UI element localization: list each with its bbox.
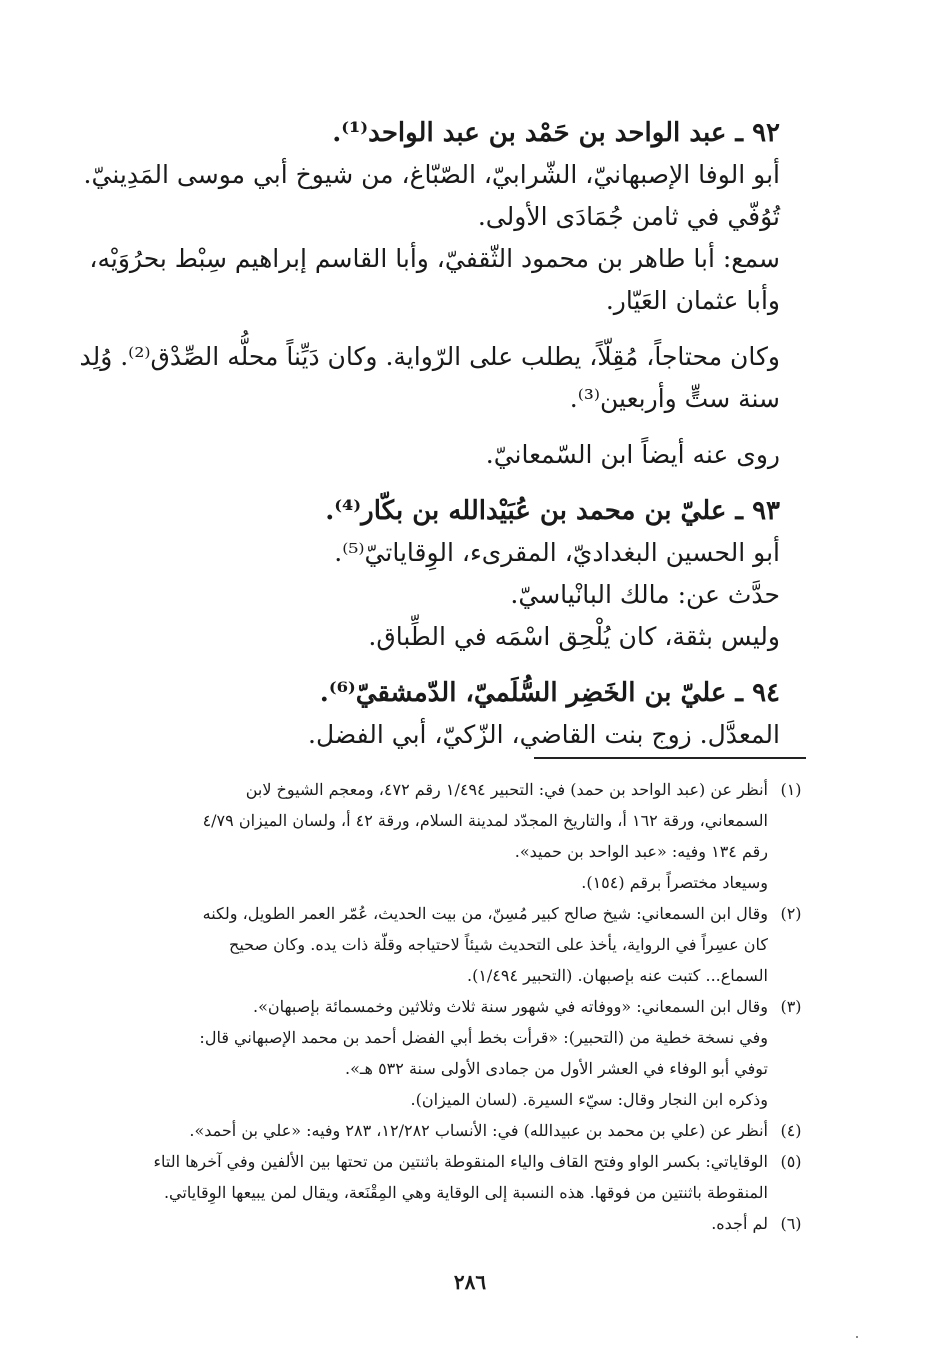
footnote-number: (٦) [780,1214,802,1233]
entry-94-heading: ٩٤ ـ عليّ بن الخَضِر السُّلَميّ، الدّمشقيّ⁽⁶⁾. [319,678,780,708]
entry-92-line: سمع: أبا طاهر بن محمود الثّقفيّ، وأبا القاسم إبراهيم سِبْط بحرُوَيْه، [89,244,780,273]
footnote-line: كان عسِراً في الرواية، يأخذ على التحديث شيئاً لاحتياجه وقلّة ذات يده. وكان صحيح [229,935,768,954]
main-text [79,112,780,756]
footnote [114,1115,814,1146]
entry-93-line: أبو الحسين البغداديّ، المقرىء، الوِقاياتيّ⁽⁵⁾. [334,538,780,567]
footnote-line: الوقاياتي: بكسر الواو وفتح القاف والياء المنقوطة باثنتين من تحتها بين الألفين وفي آخرها التاء [153,1152,768,1171]
footnote-number: (٣) [780,997,802,1016]
footnote [114,1146,814,1208]
entry-92-line: تُوُفّي في ثامن جُمَادَى الأولى. [477,202,780,231]
footnote-line: وقال ابن السمعاني: شيخ صالح كبير مُسِنّ، من بيت الحديث، عُمّر العمر الطويل، ولكنه [202,904,768,923]
footnote-line: السماع... كتبت عنه بإصبهان. (التحبير ١/٤٩٤). [466,966,768,985]
footnote [114,991,814,1115]
footnote-line: رقم ١٣٤ وفيه: «عبد الواحد بن حميد». [514,842,768,861]
entry-92-paragraph-line: وكان محتاجاً، مُقِلّاً، يطلب على الرّواية. وكان دَيِّناً محلُّه الصِّدْق⁽²⁾. وُلِد [79,342,780,371]
entry-92-heading: ٩٢ ـ عبد الواحد بن حَمْد بن عبد الواحد⁽¹⁾. [332,118,780,148]
entry-92-line: أبو الوفا الإصبهانيّ، الشّرابيّ، الصّبّاغ، من شيوخ أبي موسى المَدِينيّ. [83,160,780,189]
page-number: ٢٨٦ [453,1270,487,1294]
footnote [114,898,814,991]
footnote-line: المنقوطة باثنتين من فوقها. هذه النسبة إلى الوقاية وهي المِقْنَعة، ويقال لمن يبيعها الوِقاياتي. [163,1183,768,1202]
entry-94-line: المعدَّل. زوج بنت القاضي، الزّكيّ، أبي الفضل. [308,720,780,749]
footnote-line: وسيعاد مختصراً برقم (١٥٤). [581,873,768,892]
entry-92-paragraph-line: روى عنه أيضاً ابن السّمعانيّ. [485,440,780,469]
footnote-number: (١) [780,780,802,799]
footnote-line: وذكره ابن النجار وقال: سيّء السيرة. (لسان الميزان). [410,1090,768,1109]
footnote-number: (٥) [780,1152,802,1171]
footnote-line: لم أجده. [711,1214,768,1233]
footnote-line: وفي نسخة خطية من (التحبير): «قرأت بخط أبي الفضل أحمد بن محمد الإصبهاني قال: [199,1028,768,1047]
footnote-line: وقال ابن السمعاني: «ووفاته في شهور سنة ثلاث وثلاثين وخمسمائة بإصبهان». [253,997,768,1016]
scan-speck [856,1336,858,1338]
entry-92-paragraph-line: سنة ستٍّ وأربعين⁽³⁾. [569,384,780,413]
entry-93-line: حدَّث عن: مالك البانْياسيّ. [510,580,780,609]
footnote-number: (٢) [780,904,802,923]
footnote-number: (٤) [780,1121,802,1140]
entry-92-line: وأبا عثمان العَيّار. [605,286,780,315]
entry-93-heading: ٩٣ ـ عليّ بن محمد بن عُبَيْدالله بن بكّار⁽⁴⁾. [325,496,780,526]
footnote-line: السمعاني، ورقة ١٦٢ أ، والتاريخ المجدّد لمدينة السلام، ورقة ٤٢ أ، ولسان الميزان ٤/٧٩ [202,811,768,830]
footnote-line: أنظر عن (علي بن محمد بن عبيدالله) في: الأنساب ١٢/٢٨٢، ٢٨٣ وفيه: «علي بن أحمد». [189,1121,768,1140]
footnote [114,1208,814,1239]
footnotes [114,774,814,1239]
footnote-separator [534,757,806,759]
footnote [114,774,814,898]
footnote-line: أنظر عن (عبد الواحد بن حمد) في: التحبير ١/٤٩٤ رقم ٤٧٢، ومعجم الشيوخ لابن [245,780,768,799]
footnote-line: توفي أبو الوفاء في العشر الأول من جمادى الأولى سنة ٥٣٢ هـ». [344,1059,768,1078]
entry-93-line: وليس بثقة، كان يُلْحِق اسْمَه في الطِّباق. [368,622,780,651]
